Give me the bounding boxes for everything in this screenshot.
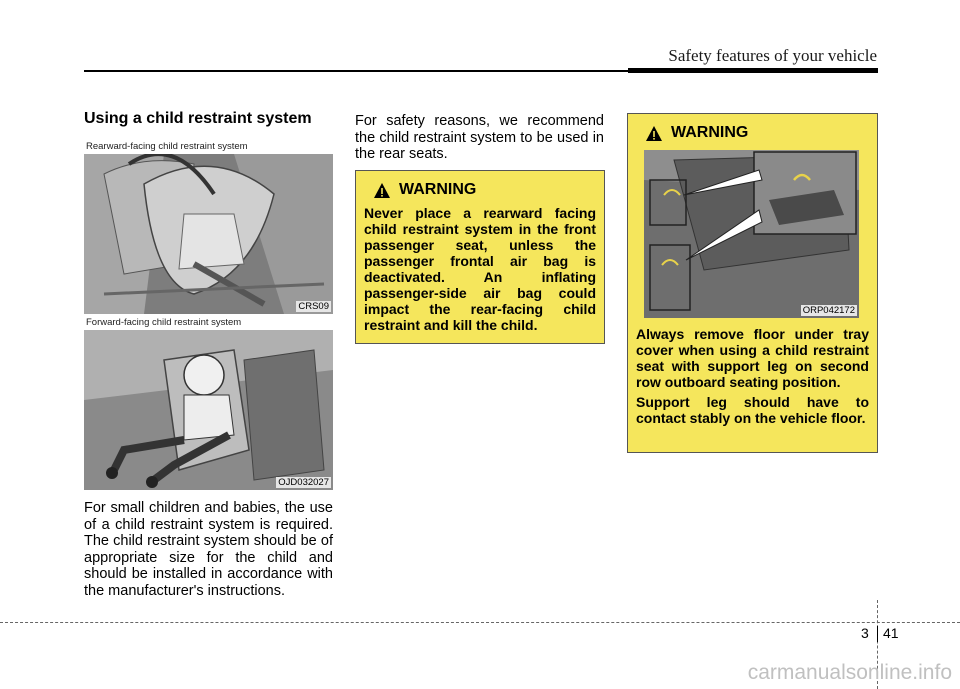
section-heading: Using a child restraint system	[84, 110, 312, 127]
figure1-caption: Rearward-facing child restraint system	[86, 141, 248, 152]
warning-box-airbag	[355, 170, 605, 344]
figure-rearward-child-seat	[84, 154, 333, 314]
warning-title: WARNING	[399, 181, 477, 198]
watermark: carmanualsonline.info	[747, 661, 952, 684]
warning-text: Never place a rearward facing child restraint system in the front passenger seat, unless the passenger frontal air bag is deactivated. An inflating passenger-side air bag could impact the rear-facing child restraint and kill the child.	[364, 205, 596, 333]
warning-text	[636, 326, 869, 426]
footer-dashed-rule	[0, 622, 960, 623]
figure2-caption: Forward-facing child restraint system	[86, 317, 242, 328]
forward-seat-illustration	[84, 330, 333, 490]
rearward-seat-illustration	[84, 154, 333, 314]
page-number-separator	[877, 626, 878, 642]
header-title: Safety features of your vehicle	[668, 46, 877, 65]
page-number: 41	[883, 625, 899, 641]
right-figure-code: ORP042172	[802, 305, 855, 316]
warning-text-2: Support leg should have to contact stably on the vehicle floor.	[636, 394, 869, 426]
header-rule-accent	[628, 68, 878, 73]
figure1-code: CRS09	[298, 301, 329, 312]
floor-tray-illustration	[644, 150, 859, 318]
warning-header	[374, 181, 596, 199]
warning-triangle-icon	[646, 126, 662, 141]
figure-forward-child-seat	[84, 330, 333, 490]
middle-paragraph: For safety reasons, we recommend the child restraint system to be used in the rear seats.	[355, 113, 604, 162]
left-paragraph: For small children and babies, the use of a child restraint system is required. The child restraint system should be of appropriate size for the child and should be installed in accordance with the manufacturer's instructions.	[84, 500, 333, 599]
figure2-code: OJD032027	[278, 477, 329, 488]
warning-title: WARNING	[671, 124, 749, 141]
warning-text-1: Always remove floor under tray cover when using a child restraint seat with support leg on second row outboard seating position.	[636, 326, 869, 390]
warning-header	[646, 124, 869, 142]
warning-box-support-leg	[627, 113, 878, 453]
warning-triangle-icon	[374, 183, 390, 198]
figure-floor-tray	[644, 150, 859, 318]
chapter-number: 3	[861, 625, 869, 641]
